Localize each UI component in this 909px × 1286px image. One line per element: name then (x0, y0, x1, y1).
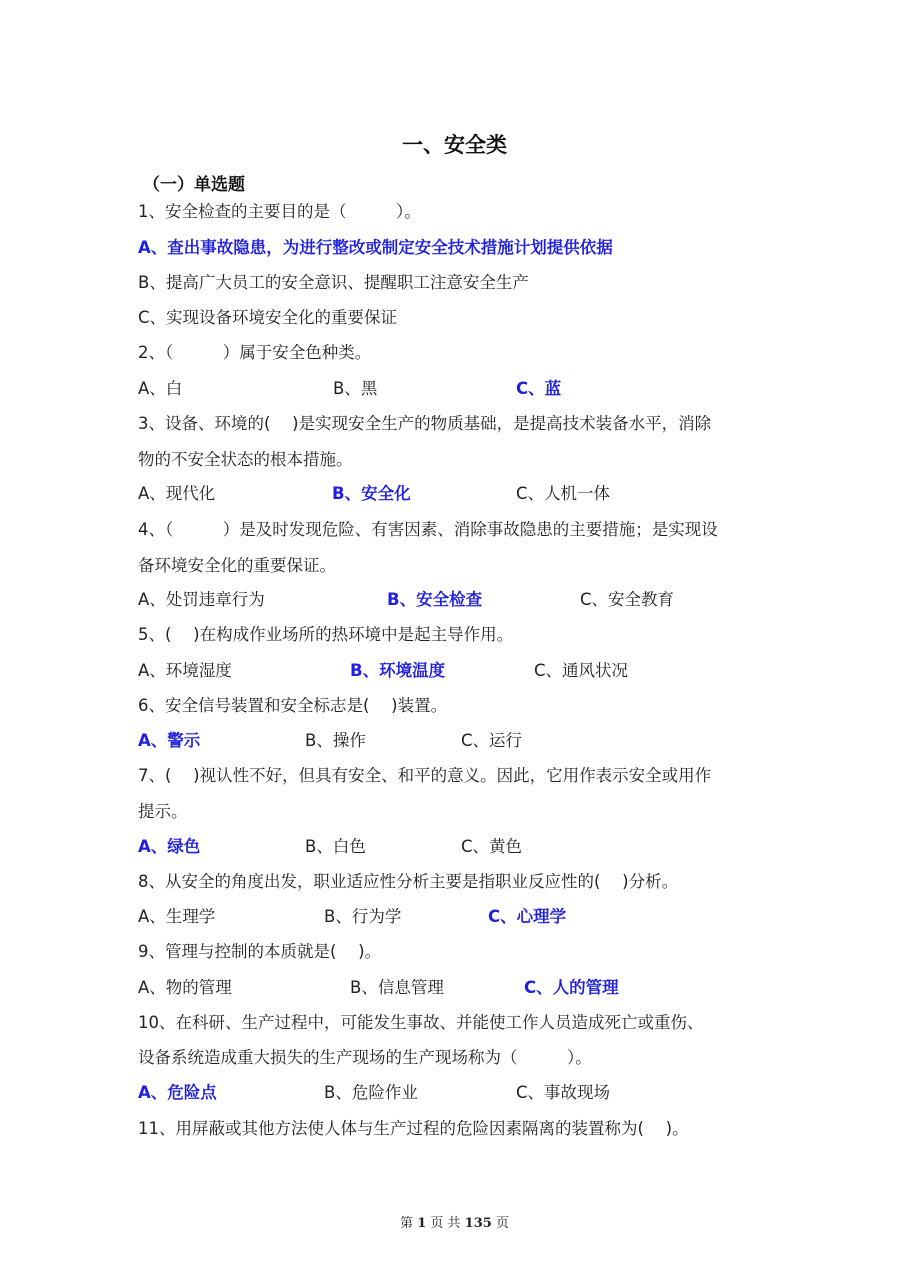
question-10-option-b: B、危险作业 (324, 1083, 418, 1102)
footer-prefix: 第 (400, 1216, 414, 1231)
question-3-option-a: A、现代化 (138, 484, 216, 503)
question-8-options (138, 902, 838, 932)
question-1: 1、安全检查的主要目的是（ ）。 (138, 202, 421, 221)
question-3-option-c: C、人机一体 (516, 484, 611, 503)
question-7-option-c: C、黄色 (461, 837, 523, 856)
question-6-option-c: C、运行 (461, 731, 523, 750)
question-7-line-1: 7、( )视认性不好，但具有安全、和平的意义。因此，它用作表示安全或用作 (138, 766, 712, 785)
question-2: 2、（ ）属于安全色种类。 (138, 343, 372, 362)
question-1-option-a: A、查出事故隐患，为进行整改或制定安全技术措施计划提供依据 (138, 238, 613, 257)
question-5-option-a: A、环境湿度 (138, 661, 232, 680)
question-4-option-a: A、处罚违章行为 (138, 590, 265, 609)
section-title: （一）单选题 (143, 175, 245, 195)
question-10-option-c: C、事故现场 (516, 1083, 611, 1102)
question-9-option-a: A、物的管理 (138, 978, 232, 997)
question-10-option-a: A、危险点 (138, 1083, 217, 1102)
question-2-option-c: C、蓝 (516, 379, 562, 398)
question-2-option-b: B、黑 (333, 379, 378, 398)
question-1-option-c: C、实现设备环境安全化的重要保证 (138, 308, 398, 327)
question-11: 11、用屏蔽或其他方法使人体与生产过程的危险因素隔离的装置称为( )。 (138, 1119, 689, 1138)
question-2-options (138, 374, 838, 404)
question-1-option-b: B、提高广大员工的安全意识、提醒职工注意安全生产 (138, 273, 529, 292)
question-9-option-b: B、信息管理 (350, 978, 444, 997)
question-8-option-c: C、心理学 (488, 907, 567, 926)
question-6-options (138, 726, 838, 756)
question-6-option-b: B、操作 (305, 731, 366, 750)
question-9-option-c: C、人的管理 (524, 978, 619, 997)
question-7-option-b: B、白色 (305, 837, 366, 856)
question-10-line-2: 设备系统造成重大损失的生产现场的生产现场称为（ ）。 (138, 1048, 592, 1067)
footer-suffix: 页 (495, 1216, 509, 1231)
question-3-line-1: 3、设备、环境的( )是实现安全生产的物质基础，是提高技术装备水平，消除 (138, 414, 712, 433)
question-3-line-2: 物的不安全状态的根本措施。 (138, 450, 353, 469)
page-footer (0, 1212, 909, 1231)
question-5-option-c: C、通风状况 (534, 661, 629, 680)
question-10-options (138, 1078, 838, 1108)
question-8-option-b: B、行为学 (324, 907, 402, 926)
question-3-options (138, 479, 838, 509)
question-2-option-a: A、白 (138, 379, 183, 398)
footer-middle: 页 共 (430, 1216, 461, 1231)
question-3-option-b: B、安全化 (332, 484, 411, 503)
question-5: 5、( )在构成作业场所的热环境中是起主导作用。 (138, 625, 514, 644)
footer-total-pages: 135 (464, 1216, 492, 1231)
question-9-options (138, 973, 838, 1003)
question-5-options (138, 656, 838, 686)
question-6-option-a: A、警示 (138, 731, 201, 750)
question-7-line-2: 提示。 (138, 802, 188, 821)
question-10-line-1: 10、在科研、生产过程中，可能发生事故、并能使工作人员造成死亡或重伤、 (138, 1013, 704, 1032)
question-4-line-1: 4、（ ）是及时发现危险、有害因素、消除事故隐患的主要措施；是实现设 (138, 520, 718, 539)
question-9: 9、管理与控制的本质就是( )。 (138, 942, 382, 961)
page-title: 一、安全类 (402, 133, 507, 157)
question-4-option-c: C、安全教育 (580, 590, 675, 609)
question-7-options (138, 832, 838, 862)
question-8: 8、从安全的角度出发，职业适应性分析主要是指职业反应性的( )分析。 (138, 872, 679, 891)
footer-page-number: 1 (417, 1216, 427, 1231)
question-7-option-a: A、绿色 (138, 837, 201, 856)
question-4-line-2: 备环境安全化的重要保证。 (138, 556, 336, 575)
question-6: 6、安全信号装置和安全标志是( )装置。 (138, 696, 448, 715)
question-5-option-b: B、环境温度 (350, 661, 446, 680)
question-4-option-b: B、安全检查 (387, 590, 483, 609)
question-8-option-a: A、生理学 (138, 907, 216, 926)
question-4-options (138, 585, 838, 615)
